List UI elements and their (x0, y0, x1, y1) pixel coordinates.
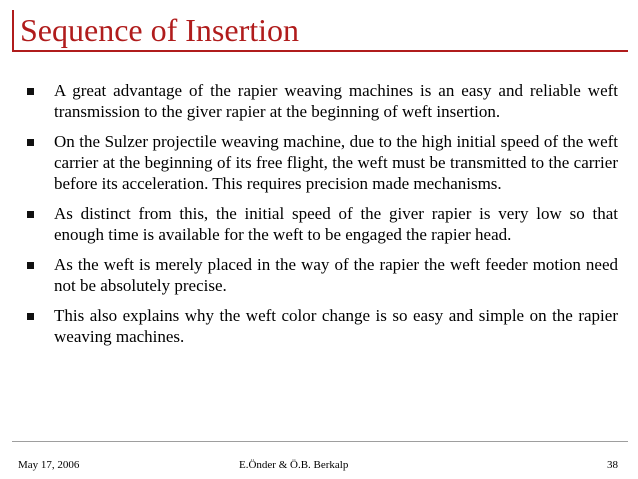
footer-page-number: 38 (607, 459, 618, 471)
square-bullet-icon (27, 88, 34, 95)
bullet-text-3: As distinct from this, the initial speed of the giver rapier is very low so that enough time is available for the weft to be engaged the rapier head. (54, 204, 618, 244)
bullet-item-3 (22, 203, 618, 245)
bullet-item-2 (22, 131, 618, 194)
square-bullet-icon (27, 313, 34, 320)
bullet-list (22, 80, 618, 356)
footer-date: May 17, 2006 (18, 459, 80, 471)
bullet-item-5 (22, 305, 618, 347)
title-accent-rule-bottom (12, 50, 628, 52)
bullet-text-5: This also explains why the weft color change is so easy and simple on the rapier weaving machines. (54, 306, 618, 346)
bullet-text-1: A great advantage of the rapier weaving machines is an easy and reliable weft transmission to the giver rapier at the beginning of weft insertion. (54, 81, 618, 121)
bullet-item-1 (22, 80, 618, 122)
square-bullet-icon (27, 139, 34, 146)
footer-author: E.Önder & Ö.B. Berkalp (239, 459, 349, 471)
square-bullet-icon (27, 262, 34, 269)
bullet-text-4: As the weft is merely placed in the way of the rapier the weft feeder motion need not be absolutely precise. (54, 255, 618, 295)
footer-divider (12, 441, 628, 442)
square-bullet-icon (27, 211, 34, 218)
bullet-text-2: On the Sulzer projectile weaving machine, due to the high initial speed of the weft carrier at the beginning of its free flight, the weft must be transmitted to the carrier before its acceleration. This requires precision made mechanisms. (54, 132, 618, 193)
bullet-item-4 (22, 254, 618, 296)
title-accent-rule-left (12, 10, 14, 50)
slide-title: Sequence of Insertion (20, 12, 300, 48)
